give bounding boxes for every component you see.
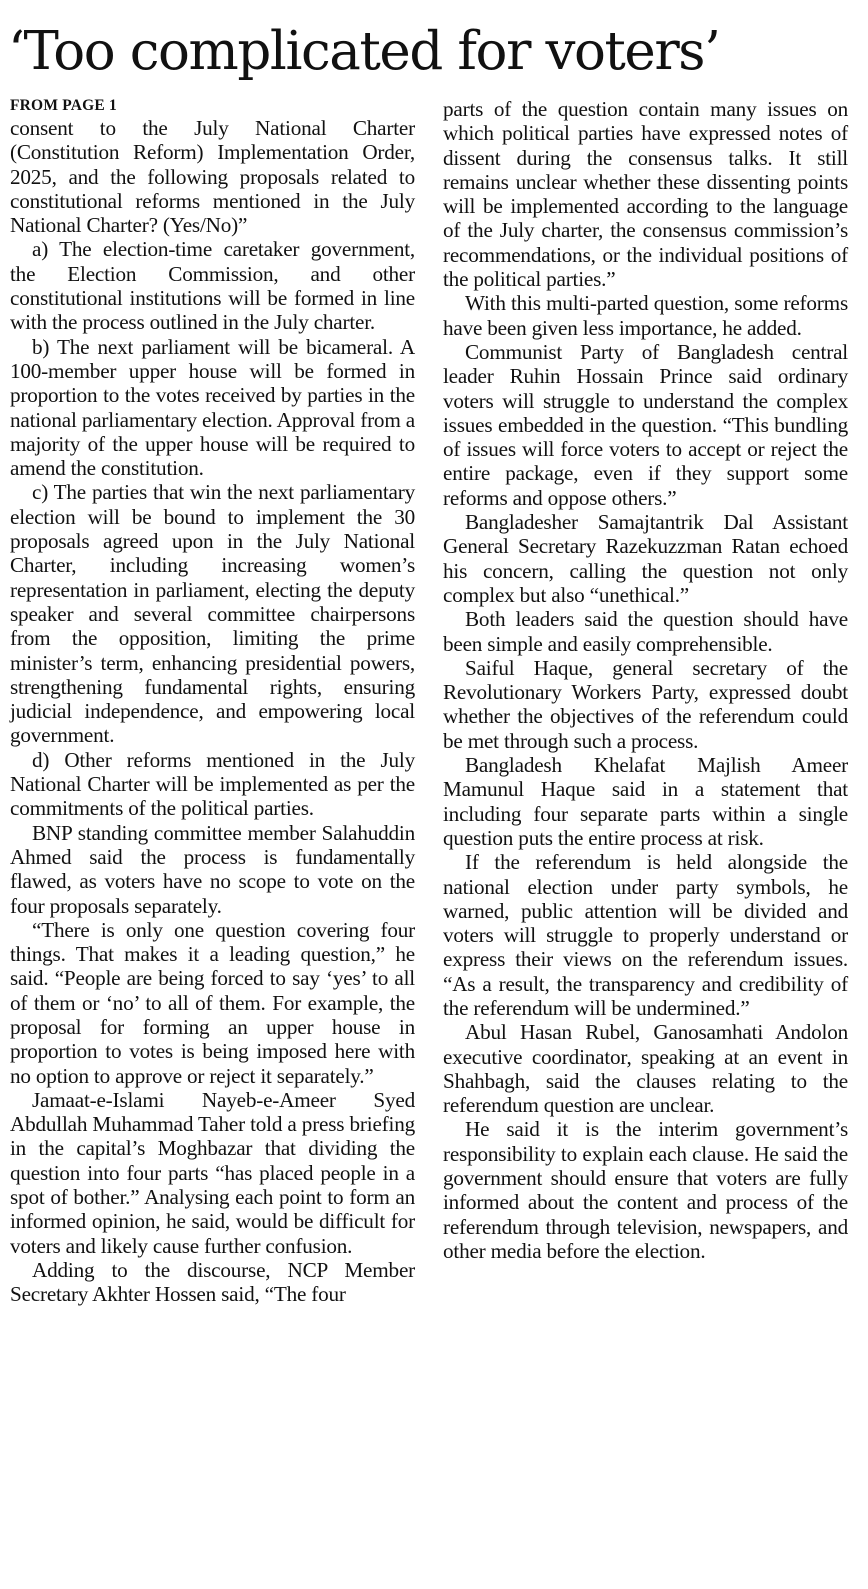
paragraph: “There is only one question covering four things. That makes it a leading question,” he said. “People are being forced to say ‘yes’ to all of them or ‘no’ to all of them. For example, the proposal for forming an upper house in proportion to votes is being imposed here with no option to approve or reject it separately.” xyxy=(10,917,415,1088)
paragraph: BNP standing committee member Salahuddin Ahmed said the process is fundamentally flawed, as voters have no scope to vote on the four proposals separately. xyxy=(10,820,415,918)
continuation-kicker: FROM PAGE 1 xyxy=(10,97,117,114)
paragraph: Communist Party of Bangladesh central leader Ruhin Hossain Prince said ordinary voters will struggle to understand the complex issues embedded in the question. “This bundling of issues will force voters to accept or reject the entire package, even if they support some reforms and oppose others.” xyxy=(443,339,848,510)
paragraph: d) Other reforms mentioned in the July National Charter will be implemented as per the commitments of the political parties. xyxy=(10,747,415,821)
paragraph: Both leaders said the question should have been simple and easily comprehensible. xyxy=(443,607,848,656)
paragraph: c) The parties that win the next parliamentary election will be bound to implement the 30 proposals agreed upon in the July National Charter, including increasing women’s representation in parliament, electing the deputy speaker and several committee chairpersons from the opposition, limiting the prime minister’s term, enhancing presidential powers, strengthening fundamental rights, ensuring judicial independence, and empowering local government. xyxy=(10,480,415,748)
article-column-left xyxy=(10,97,415,1307)
paragraph: Adding to the discourse, NCP Member Secretary Akhter Hossen said, “The four xyxy=(10,1257,415,1307)
paragraph: If the referendum is held alongside the national election under party symbols, he warned, public attention will be divided and voters will struggle to properly understand or express their views on the referendum issues. “As a result, the transparency and credibility of the referendum will be undermined.” xyxy=(443,850,848,1020)
article-column-right xyxy=(443,97,848,1263)
paragraph: parts of the question contain many issues on which political parties have expressed notes of dissent during the consensus talks. It still remains unclear whether these dissenting points will be implemented according to the language of the July charter, the consensus commission’s recommendations, or the individual positions of the political parties.” xyxy=(443,97,848,292)
paragraph: He said it is the interim government’s responsibility to explain each clause. He said the government should ensure that voters are fully informed about the content and process of the referendum through television, newspapers, and other media before the election. xyxy=(443,1117,848,1263)
paragraph: With this multi-parted question, some reforms have been given less importance, he added. xyxy=(443,291,848,340)
paragraph: b) The next parliament will be bicameral. A 100-member upper house will be formed in proportion to the votes received by parties in the national parliamentary election. Approval from a majority of the upper house will be required to amend the constitution. xyxy=(10,334,415,481)
paragraph: Jamaat-e-Islami Nayeb-e-Ameer Syed Abdullah Muhammad Taher told a press briefing in the capital’s Moghbazar that dividing the question into four parts “has placed people in a spot of bother.” Analysing each point to form an informed opinion, he said, would be difficult for voters and likely cause further confusion. xyxy=(10,1087,415,1258)
paragraph: Bangladesh Khelafat Majlish Ameer Mamunul Haque said in a statement that including four separate parts within a single question puts the entire process at risk. xyxy=(443,753,848,850)
paragraph: a) The election-time caretaker government, the Election Commission, and other constitutional institutions will be formed in line with the process outlined in the July charter. xyxy=(10,237,415,335)
paragraph: Abul Hasan Rubel, Ganosamhati Andolon executive coordinator, speaking at an event in Shahbagh, said the clauses relating to the referendum question are unclear. xyxy=(443,1020,848,1118)
paragraph: Bangladesher Samajtantrik Dal Assistant General Secretary Razekuzzman Ratan echoed his concern, calling the question not only complex but also “unethical.” xyxy=(443,510,848,607)
paragraph: consent to the July National Charter (Constitution Reform) Implementation Order, 2025, and the following proposals related to constitutional reforms mentioned in the July National Charter? (Yes/No)” xyxy=(10,116,415,238)
paragraph: Saiful Haque, general secretary of the Revolutionary Workers Party, expressed doubt whether the objectives of the referendum could be met through such a process. xyxy=(443,655,848,753)
headline: ‘Too complicated for voters’ xyxy=(8,21,720,82)
